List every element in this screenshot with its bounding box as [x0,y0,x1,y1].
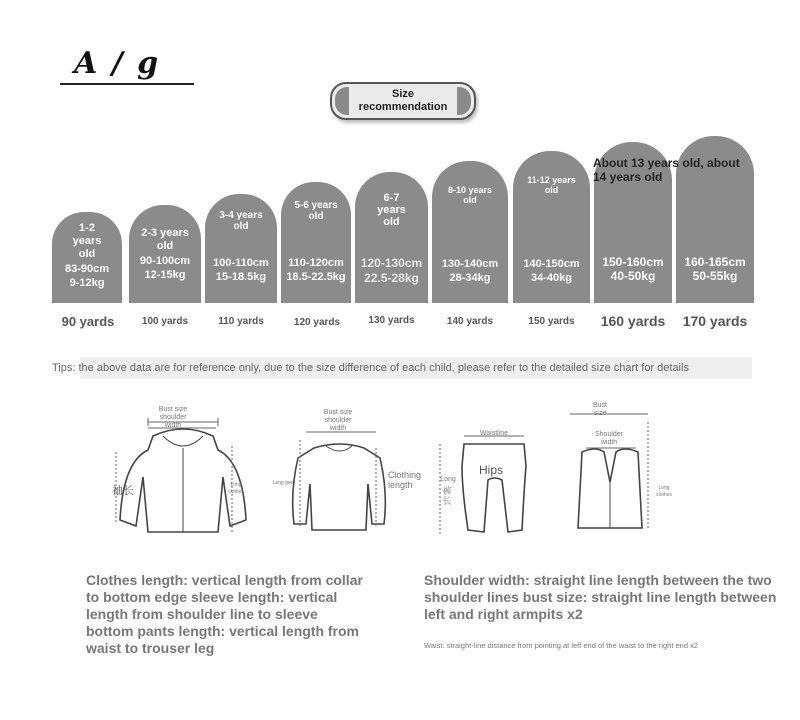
size-card-weight: 18.5-22.5kg [286,271,346,283]
jacket-label-line3: width [164,422,182,429]
sweater-label-line3: width [329,425,347,432]
yard-label: 150 yards [528,316,575,327]
yard-label: 90 yards [61,314,115,329]
size-card-height: 90-100cm [139,255,191,267]
brand-logo: A / g [74,46,161,81]
sweater-length-label: Clothing length [388,470,422,490]
size-card-age: 8-10 years old [447,185,493,205]
size-card-age: 6-7 years old [377,192,406,228]
pill-cap-right [457,87,471,115]
size-card-150 [513,151,590,303]
size-card-age: 5-6 years old [294,200,338,222]
size-card-age-overflow: About 13 years old, about 14 years old [593,156,740,184]
sweater-top-label [314,409,362,433]
size-card-weight: 9-12kg [69,277,105,289]
size-card-140 [432,161,508,303]
pill-cap-left [335,87,349,115]
size-card-110 [205,194,277,303]
yard-label: 170 yards [682,313,748,329]
sweater-label-line1: Bust size [323,409,353,416]
yard-label: 160 yards [600,313,666,329]
size-card-age: 3-4 years old [219,210,263,232]
size-card-weight: 50-55kg [692,269,738,283]
size-card-age: 11-12 years old [527,175,576,195]
jacket-label-line1: Bust size [158,406,188,413]
size-card-height: 150-160cm [602,255,664,269]
size-card-100 [129,205,201,303]
size-card-weight: 28-34kg [449,272,491,284]
size-card-weight: 34-40kg [531,272,572,284]
jacket-top-label [148,406,198,430]
size-card-120 [281,182,351,303]
size-card-height: 160-165cm [684,255,746,269]
yard-label: 100 yards [141,316,189,327]
size-card-weight: 15-18.5kg [215,271,267,283]
pants-side-cn-label: 裤长 [442,486,452,506]
jacket-label-line2: shoulder [159,414,187,421]
yard-label: 140 yards [446,316,494,327]
size-card-height: 110-120cm [288,257,344,269]
vest-diagram [560,402,680,542]
size-card-height: 130-140cm [441,258,499,270]
measurement-description-right: Shoulder width: straight line length between the two shoulder lines bust size: straight line length between left and right armpits x2 [424,572,777,622]
pants-hips-label: Hips [478,463,503,477]
brand-underline [60,83,194,85]
vest-bust-label: Bust size [592,402,607,417]
yard-label: 120 yards [293,317,341,328]
size-card-height: 100-110cm [213,257,269,269]
tips-text: Tips: the above data are for reference only, due to the size difference of each child, please refer to the detailed size chart for details [52,362,689,374]
sweater-label-line2: shoulder [324,417,352,424]
size-recommendation-label: Size recommendation [358,88,448,113]
waist-description: Waist: straight-line distance from pointing at left end of the waist to the right end x2 [424,641,699,650]
size-card-height: 83-90cm [64,263,110,275]
size-card-height: 140-150cm [523,258,580,270]
pants-side-label: Long [440,476,456,483]
yard-label: 110 yards [218,316,264,327]
vest-length-label: Long clothes [656,485,672,498]
size-card-90 [52,212,122,303]
size-card-height: 120-130cm [360,256,423,270]
jacket-length-label: Long clothes [228,482,244,495]
size-card-130 [355,172,428,303]
measurement-description-left: Clothes length: vertical length from collar to bottom edge sleeve length: vertical length from shoulder line to sleeve bottom pants length: vertical length from waist to trouser leg [86,572,363,656]
yard-label: 130 yards [368,315,415,326]
size-card-weight: 40-50kg [610,269,656,283]
size-card-weight: 22.5-28kg [364,271,419,285]
pants-waist-label: Waistline [479,430,509,437]
sweater-side-label: Long goo [272,480,294,486]
size-recommendation-badge [330,82,476,120]
size-card-age: 2-3 years old [141,227,189,252]
size-card-weight: 12-15kg [144,269,186,281]
vest-shoulder-label: Shoulder width [594,431,624,446]
jacket-sleeve-cn-label: 袖长 [112,484,134,497]
size-card-age: 1-2 years old [72,222,102,260]
